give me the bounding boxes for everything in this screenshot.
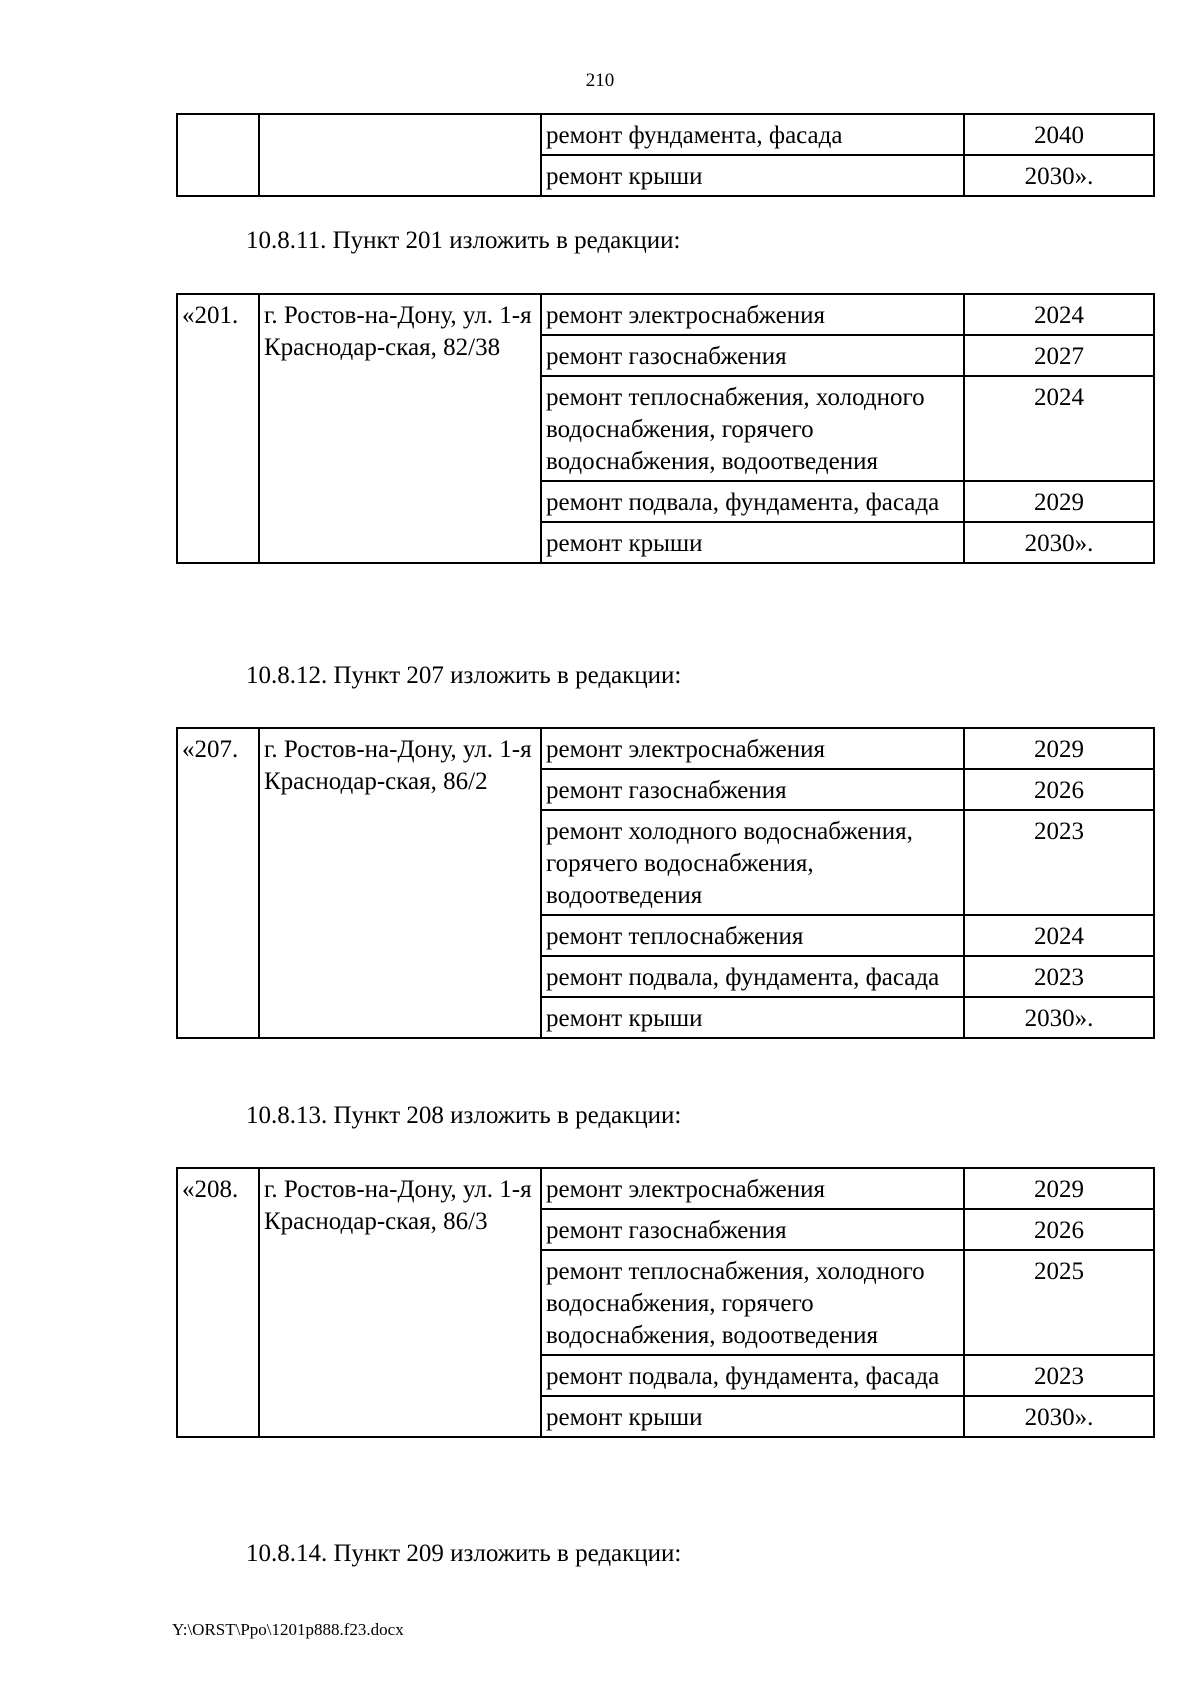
section-heading: 10.8.12. Пункт 207 изложить в редакции: [246, 662, 682, 689]
work-cell: ремонт крыши [541, 997, 964, 1038]
item-201-table [176, 293, 1155, 564]
year-cell: 2030». [964, 1396, 1154, 1437]
table-row [177, 728, 1154, 769]
work-cell: ремонт теплоснабжения, холодного водоснабжения, горячего водоснабжения, водоотведения [541, 376, 964, 481]
year-cell: 2023 [964, 956, 1154, 997]
year-cell: 2040 [964, 114, 1154, 155]
section-heading: 10.8.11. Пункт 201 изложить в редакции: [246, 227, 681, 254]
table-row [177, 294, 1154, 335]
address-cell: г. Ростов-на-Дону, ул. 1-я Краснодар-ская, 86/2 [259, 728, 541, 1038]
year-cell: 2024 [964, 294, 1154, 335]
table-row [177, 114, 1154, 155]
year-cell: 2029 [964, 728, 1154, 769]
carry-over-table [176, 113, 1155, 197]
section-heading: 10.8.13. Пункт 208 изложить в редакции: [246, 1102, 682, 1129]
address-cell [259, 114, 541, 196]
year-cell: 2023 [964, 810, 1154, 915]
work-cell: ремонт фундамента, фасада [541, 114, 964, 155]
address-cell: г. Ростов-на-Дону, ул. 1-я Краснодар-ская, 86/3 [259, 1168, 541, 1437]
work-cell: ремонт газоснабжения [541, 1209, 964, 1250]
file-path-footer: Y:\ORST\Ppo\1201p888.f23.docx [172, 1620, 404, 1639]
year-cell: 2030». [964, 997, 1154, 1038]
work-cell: ремонт электроснабжения [541, 728, 964, 769]
work-cell: ремонт подвала, фундамента, фасада [541, 956, 964, 997]
work-cell: ремонт электроснабжения [541, 1168, 964, 1209]
work-cell: ремонт теплоснабжения [541, 915, 964, 956]
year-cell: 2030». [964, 155, 1154, 196]
year-cell: 2026 [964, 769, 1154, 810]
item-208-table [176, 1167, 1155, 1438]
work-cell: ремонт крыши [541, 1396, 964, 1437]
year-cell: 2025 [964, 1250, 1154, 1355]
section-heading: 10.8.14. Пункт 209 изложить в редакции: [246, 1540, 682, 1567]
year-cell: 2029 [964, 1168, 1154, 1209]
work-cell: ремонт газоснабжения [541, 769, 964, 810]
work-cell: ремонт газоснабжения [541, 335, 964, 376]
item-number-cell: «207. [177, 728, 259, 1038]
year-cell: 2027 [964, 335, 1154, 376]
work-cell: ремонт холодного водоснабжения, горячего водоснабжения, водоотведения [541, 810, 964, 915]
year-cell: 2026 [964, 1209, 1154, 1250]
work-cell: ремонт подвала, фундамента, фасада [541, 1355, 964, 1396]
year-cell: 2030». [964, 522, 1154, 563]
item-number-cell: «208. [177, 1168, 259, 1437]
item-number-cell: «201. [177, 294, 259, 563]
year-cell: 2029 [964, 481, 1154, 522]
item-207-table [176, 727, 1155, 1039]
work-cell: ремонт электроснабжения [541, 294, 964, 335]
work-cell: ремонт крыши [541, 155, 964, 196]
year-cell: 2024 [964, 376, 1154, 481]
table-row [177, 1168, 1154, 1209]
work-cell: ремонт теплоснабжения, холодного водоснабжения, горячего водоснабжения, водоотведения [541, 1250, 964, 1355]
address-cell: г. Ростов-на-Дону, ул. 1-я Краснодар-ская, 82/38 [259, 294, 541, 563]
year-cell: 2023 [964, 1355, 1154, 1396]
year-cell: 2024 [964, 915, 1154, 956]
work-cell: ремонт крыши [541, 522, 964, 563]
work-cell: ремонт подвала, фундамента, фасада [541, 481, 964, 522]
item-number-cell [177, 114, 259, 196]
page-number: 210 [585, 70, 615, 91]
